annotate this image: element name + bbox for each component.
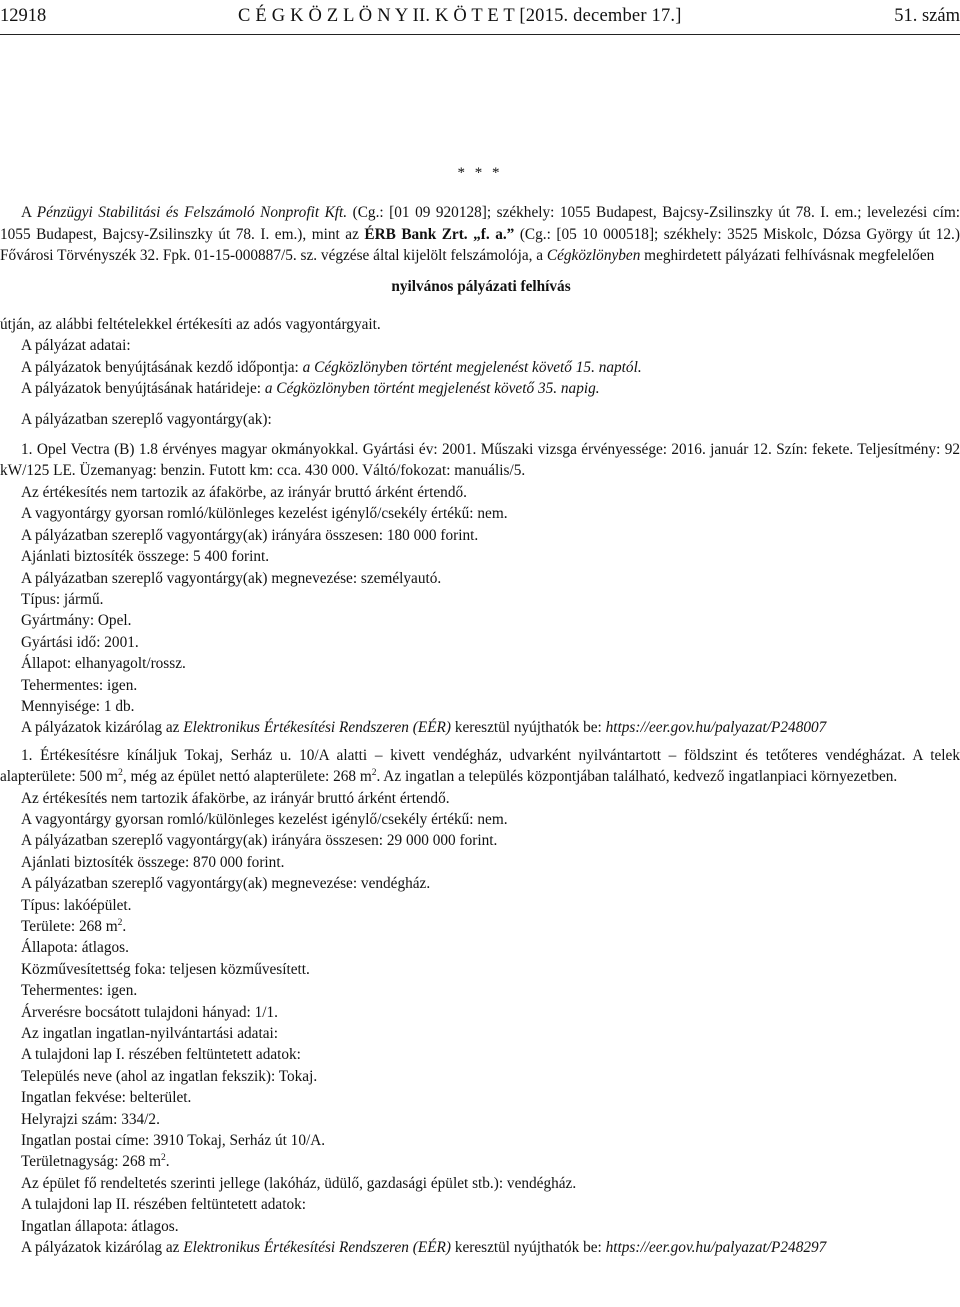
list-item: A pályázatban szereplő vagyontárgy(ak) megnevezése: vendégház. [21, 875, 431, 893]
assets-label: A pályázatban szereplő vagyontárgy(ak): [21, 410, 272, 428]
tender-deadline: A pályázatok benyújtásának határideje: a Cégközlönyben történt megjelenést követő 35. napig. [21, 380, 600, 398]
plot-line: Területnagyság: 268 $m^2$. [21, 1153, 170, 1171]
item2-submission: A pályázatok kizárólag az Elektronikus Értékesítési Rendszeren (EÉR) keresztül nyújthatók be: https://eer.gov.hu/palyazat/P248297 [21, 1239, 827, 1257]
issue-number: 51. szám [894, 6, 960, 26]
notice-title: nyilvános pályázati felhívás [391, 277, 571, 295]
list-item: Az értékesítés nem tartozik áfakörbe, az irányár bruttó árként értendő. [21, 789, 450, 807]
list-item: A pályázatban szereplő vagyontárgy(ak) megnevezése: személyautó. [21, 569, 442, 587]
list-item: A vagyontárgy gyorsan romló/különleges kezelést igénylő/csekély értékű: nem. [21, 505, 508, 523]
list-item: Állapot: elhanyagolt/rossz. [21, 655, 186, 673]
list-item: Típus: lakóépület. [21, 896, 132, 914]
list-item: A tulajdoni lap I. részében feltüntetett adatok: [21, 1046, 301, 1064]
gazette-name: Cégközlönyben [546, 247, 641, 265]
list-item: Település neve (ahol az ingatlan fekszik): Tokaj. [21, 1067, 318, 1085]
list-item: Közművesítettség foka: teljesen közművesített. [21, 960, 310, 978]
item2-details [0, 788, 960, 1238]
page-header [0, 3, 960, 29]
list-item: A pályázatban szereplő vagyontárgy(ak) irányára összesen: 29 000 000 forint. [21, 832, 498, 850]
item1-url-link[interactable]: https://eer.gov.hu/palyazat/P248007 [605, 719, 827, 737]
tender-start: A pályázatok benyújtásának kezdő időpontja: a Cégközlönyben történt megjelenést követő 15. naptól. [21, 358, 642, 376]
item1-details [0, 482, 960, 717]
list-item: A tulajdoni lap II. részében feltüntetett adatok: [21, 1196, 307, 1214]
list-item: Tehermentes: igen. [21, 676, 138, 694]
list-item: Típus: jármű. [21, 590, 104, 608]
publication-title: C É G K Ö Z L Ö N Y II. K Ö T E T [2015. december 17.] [238, 6, 682, 26]
intro-paragraph: A Pénzügyi Stabilitási és Felszámoló Nonprofit Kft. (Cg.: [01 09 920128]; székhely: 1055 Budapest, Bajcsy-Zsilinszky út 78. I. em.; levelezési cím: 1055 Budapest, Bajcsy-Zsilinszky út 78. I. em.), mint az ÉRB Bank Zrt. „f. a.” (Cg.: [05 10 000518]; székhely: 3525 Miskolc, Dózsa György út 12.) Fővárosi Törvényszék 32. Fpk. 01-15-000887/5. sz. végzése által kijelölt felszámolója, a Cégközlönyben meghirdetett pályázati felhívásnak megfelelően [0, 204, 960, 265]
list-item: Ajánlati biztosíték összege: 870 000 forint. [21, 853, 285, 871]
list-item: Gyártmány: Opel. [21, 612, 132, 630]
list-item: Tehermentes: igen. [21, 982, 138, 1000]
area-line: Területe: 268 $m^2$. [21, 918, 127, 935]
terms-line: útján, az alábbi feltételekkel értékesíti az adós vagyontárgyait. [0, 316, 381, 334]
header-rule [0, 34, 960, 35]
tender-data-label: A pályázat adatai: [21, 337, 131, 355]
list-item: Árverésre bocsátott tulajdoni hányad: 1/1. [21, 1003, 278, 1021]
list-item: Ajánlati biztosíték összege: 5 400 forint. [21, 548, 270, 566]
item1-description: 1. Opel Vectra (B) 1.8 érvényes magyar okmányokkal. Gyártási év: 2001. Műszaki vizsga érvényessége: 2016. január 12. Szín: fekete. Teljesítmény: 92 kW/125 LE. Üzemanyag: benzin. Futott km: cca. 430 000. Váltó/fokozat: manuális/5. [0, 441, 960, 480]
notice-body [0, 163, 960, 1259]
list-item: Gyártási idő: 2001. [21, 633, 139, 651]
list-item: Az értékesítés nem tartozik az áfakörbe, az irányár bruttó árként értendő. [21, 483, 467, 501]
item2-url-link[interactable]: https://eer.gov.hu/palyazat/P248297 [605, 1239, 827, 1257]
list-item: Ingatlan postai címe: 3910 Tokaj, Serház út 10/A. [21, 1132, 326, 1150]
item2-description: 1. Értékesítésre kínáljuk Tokaj, Serház u. 10/A alatti – kivett vendégház, udvarként nyilvántartott – földszint és tetőteres vendégházat. A telek alapterülete: 500 $m^2$, még az épület nettó alapterülete: 268 $m^2$. Az ingatlan a település központjában található, kedvező ingatlanpiaci környezetben. [0, 746, 960, 786]
debtor-name: ÉRB Bank Zrt. „f. a.” [364, 225, 515, 243]
list-item: Ingatlan fekvése: belterület. [21, 1089, 192, 1107]
list-item: Mennyisége: 1 db. [21, 697, 135, 715]
section-separator: * * * [457, 165, 503, 181]
list-item: Az ingatlan ingatlan-nyilvántartási adatai: [21, 1025, 278, 1043]
item1-submission: A pályázatok kizárólag az Elektronikus Értékesítési Rendszeren (EÉR) keresztül nyújthatók be: https://eer.gov.hu/palyazat/P248007 [21, 719, 827, 737]
list-item: Állapota: átlagos. [21, 939, 129, 957]
list-item: Helyrajzi szám: 334/2. [21, 1110, 160, 1128]
list-item: A vagyontárgy gyorsan romló/különleges kezelést igénylő/csekély értékű: nem. [21, 810, 508, 828]
page-number: 12918 [0, 6, 47, 26]
list-item: Ingatlan állapota: átlagos. [21, 1217, 179, 1235]
list-item: Az épület fő rendeltetés szerinti jellege (lakóház, üdülő, gazdasági épület stb.): vendégház. [21, 1174, 577, 1192]
liquidator-name: Pénzügyi Stabilitási és Felszámoló Nonprofit Kft. [36, 204, 348, 222]
list-item: A pályázatban szereplő vagyontárgy(ak) irányára összesen: 180 000 forint. [21, 526, 479, 544]
